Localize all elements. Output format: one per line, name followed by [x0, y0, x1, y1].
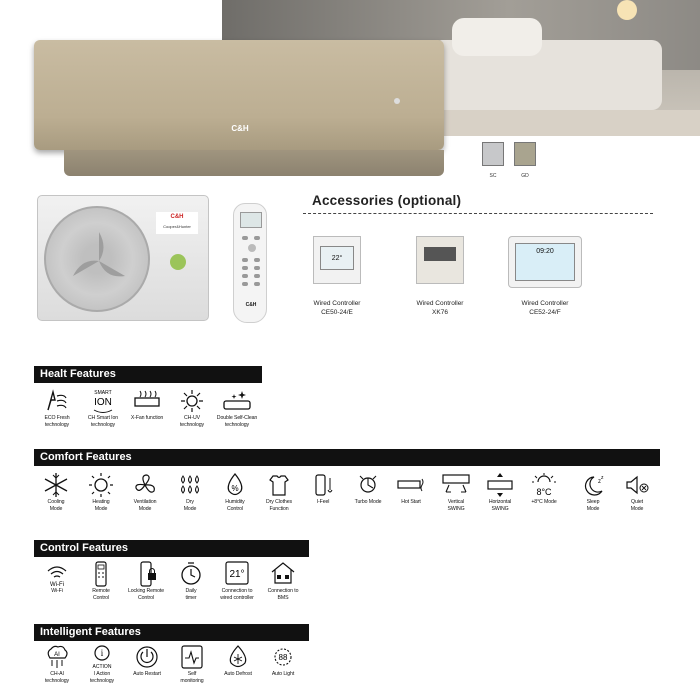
feature-auto-restart: Auto Restart [124, 644, 170, 678]
plus8-mode-icon [529, 472, 559, 498]
uv-icon [177, 388, 207, 414]
defrost-icon [223, 644, 253, 670]
svg-text:21°: 21° [229, 569, 245, 580]
feature-self-monitoring: Self monitoring [169, 644, 215, 685]
indoor-unit-logo: C&H [231, 124, 249, 133]
feature-heating: Heating Mode [78, 472, 124, 513]
indoor-unit-image [34, 40, 444, 150]
eco-label-icon [170, 254, 186, 270]
feature-dry-clothes: Dry Clothes Function [256, 472, 302, 513]
bms-icon [268, 561, 298, 587]
accessories-title: Accessories (optional) [312, 193, 462, 208]
feature-humidity: % Humidity Control [212, 472, 258, 513]
sleep-icon [578, 472, 608, 498]
humidity-icon [220, 472, 250, 498]
svg-text:ACTION: ACTION [92, 664, 112, 670]
feature-turbo: Turbo Mode [345, 472, 391, 506]
feature-auto-defrost: Auto Defrost [215, 644, 261, 678]
turbo-icon [353, 472, 383, 498]
svg-text:88: 88 [278, 653, 288, 662]
accessory-label-xk76: Wired Controller XK76 [416, 300, 464, 316]
fan-blade-icon [84, 246, 114, 276]
wired-controller-icon [222, 561, 252, 587]
feature-daily-timer: Daily timer [168, 561, 214, 602]
svg-text:Wi-Fi: Wi-Fi [50, 582, 64, 588]
feature-i-feel: I-Feel [300, 472, 346, 506]
feature-x-fan: X-Fan function [124, 388, 170, 422]
self-monitor-icon [177, 644, 207, 670]
feature-vertical-swing: Vertical SWING [433, 472, 479, 513]
hero-banner [0, 0, 700, 190]
svg-text:8°C: 8°C [536, 487, 552, 497]
swatch-label-gd: GD [521, 173, 529, 179]
feature-dry: Dry Mode [167, 472, 213, 513]
feature-remote-control: Remote Control [78, 561, 124, 602]
remote-logo: C&H [245, 302, 257, 308]
remote-control-image [233, 203, 267, 323]
svg-text:i: i [100, 648, 104, 658]
lock-remote-icon [131, 561, 161, 587]
feature-ch-ai: AI CH-AI technology [34, 644, 80, 685]
remote-icon [86, 561, 116, 587]
svg-text:AI: AI [54, 652, 60, 658]
accessories-divider [303, 213, 653, 214]
feature-self-clean: Double Self-Clean technology [214, 388, 260, 429]
ai-icon [42, 644, 72, 670]
feature-sleep: z z Sleep Mode [570, 472, 616, 513]
smart-ion-icon [88, 388, 118, 414]
feature-bms: Connection to BMS [260, 561, 306, 602]
feature-auto-light: 88 Auto Light [260, 644, 306, 678]
hot-start-icon [396, 472, 426, 498]
svg-text:z: z [601, 475, 604, 481]
svg-text:SMART: SMART [94, 390, 112, 396]
outdoor-unit-image [37, 195, 209, 321]
control-features-header: Control Features [34, 540, 309, 557]
power-icon [132, 644, 162, 670]
wifi-icon [42, 561, 72, 587]
outdoor-brand-badge: C&H Cooper&Hunter [156, 212, 198, 234]
wired-controller-xk76-icon [416, 236, 464, 284]
sun-icon [86, 472, 116, 498]
fan-icon [130, 472, 160, 498]
intelligent-features-header: Intelligent Features [34, 624, 309, 641]
accessory-label-ce50: Wired Controller CE50-24/E [313, 300, 361, 316]
accessory-label-ce52: Wired Controller CE52-24/F [521, 300, 569, 316]
dry-icon [175, 472, 205, 498]
remote-screen [240, 212, 262, 228]
snowflake-icon [41, 472, 71, 498]
i-action-icon [87, 644, 117, 670]
feature-quiet: Quiet Mode [614, 472, 660, 513]
health-features-header: Healt Features [34, 366, 262, 383]
feature-locking-remote: Locking Remote Control [123, 561, 169, 602]
svg-text:ION: ION [94, 397, 112, 408]
color-swatch-sc [482, 142, 504, 166]
dry-clothes-icon [264, 472, 294, 498]
feature-wifi: Wi-Fi Wi-Fi [34, 561, 80, 595]
color-swatch-gd [514, 142, 536, 166]
horizontal-swing-icon [485, 472, 515, 498]
feature-i-action: i ACTION I Action technology [79, 644, 125, 685]
x-fan-icon [132, 388, 162, 414]
wired-controller-ce52-icon: 09:20 [508, 236, 582, 288]
wired-controller-ce50-icon: 22° [313, 236, 361, 284]
vertical-swing-icon [441, 472, 471, 498]
feature-wired-controller: 21° Connection to wired controller [214, 561, 260, 602]
feature-ch-uv: CH-UV technology [169, 388, 215, 429]
eco-fresh-icon [42, 388, 72, 414]
fan-grille [44, 206, 150, 312]
feature-ventilation: Ventilation Mode [122, 472, 168, 513]
svg-text:z: z [598, 479, 601, 485]
feature-hot-start: Hot Start [388, 472, 434, 506]
feature-eco-fresh: ECO Fresh technology [34, 388, 80, 429]
svg-text:%: % [231, 484, 239, 493]
swatch-label-sc: SC [489, 173, 497, 179]
feature-smart-ion: SMART ION CH Smart Ion technology [87, 390, 119, 428]
auto-light-icon [268, 644, 298, 670]
i-feel-icon [308, 472, 338, 498]
feature-horizontal-swing: Horizontal SWING [477, 472, 523, 513]
comfort-features-header: Comfort Features [34, 449, 660, 466]
feature-cooling: Cooling Mode [33, 472, 79, 513]
self-clean-icon [222, 388, 252, 414]
quiet-icon [622, 472, 652, 498]
timer-icon [176, 561, 206, 587]
feature-plus8-mode: 8°C +8°C Mode [521, 472, 567, 506]
